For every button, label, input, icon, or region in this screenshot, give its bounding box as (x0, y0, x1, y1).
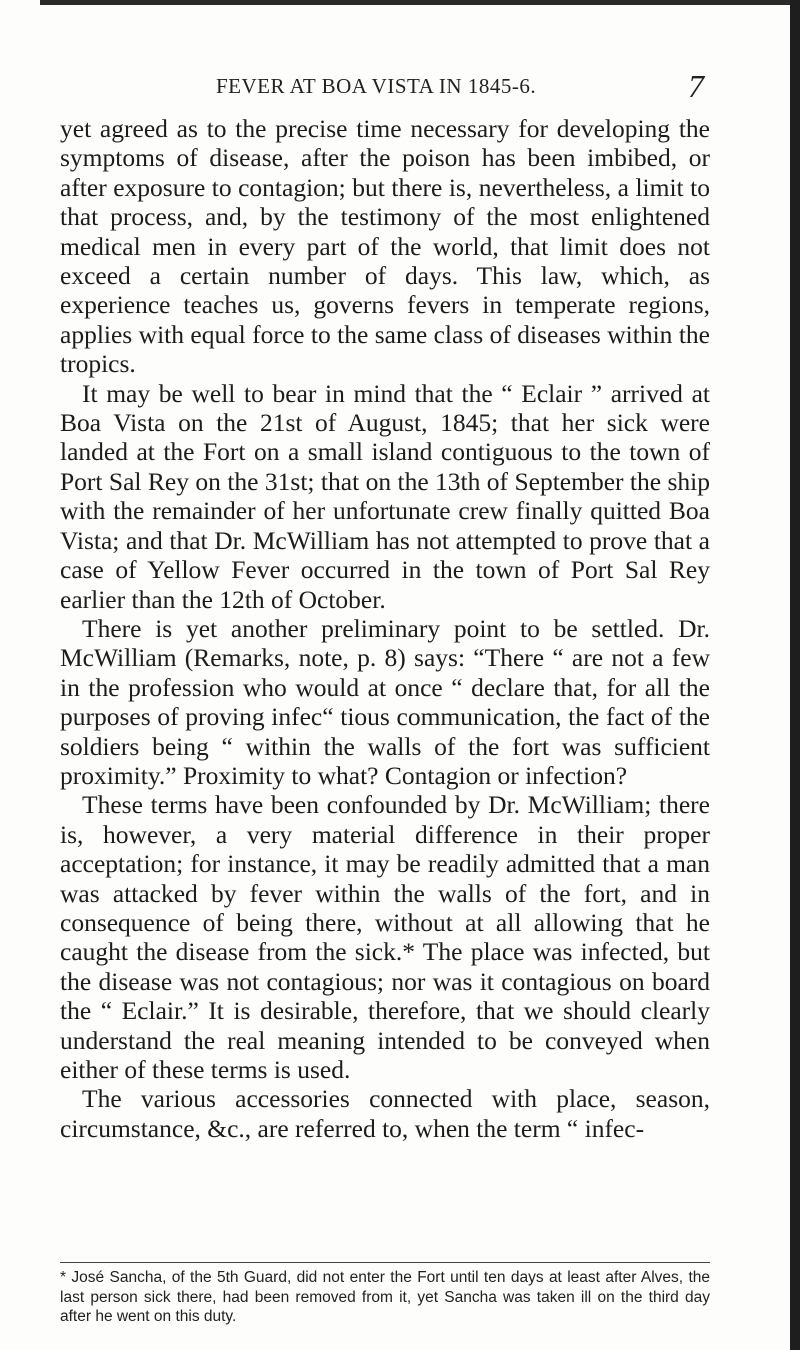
paragraph-accessories: The various accessories connected with place, season, circumstance, &c., are referred to, when the term “ infec- (60, 1084, 710, 1143)
scan-right-edge (790, 0, 800, 1350)
paragraph-continuation: yet agreed as to the precise time necessary for developing the symptoms of disease, after the poison has been imbibed, or after exposure to contagion; but there is, nevertheless, a limit to that process, and, by the testimony of the most enlightened medical men in every part of the world, that limit does not exceed a certain number of days. This law, which, as experience teaches us, governs fevers in temperate regions, applies with equal force to the same class of diseases within the tropics. (60, 114, 710, 379)
paragraph-terms-confounded: These terms have been confounded by Dr. McWilliam; there is, however, a very material difference in their proper acceptation; for instance, it may be readily admitted that a man was attacked by fever within the walls of the fort, and in consequence of being there, without at all allowing that he caught the disease from the sick.* The place was infected, but the disease was not contagious; nor was it contagious on board the “ Eclair.” It is desirable, therefore, that we should clearly understand the real meaning intended to be conveyed when either of these terms is used. (60, 790, 710, 1084)
footnote: * José Sancha, of the 5th Guard, did not enter the Fort until ten days at least after Alves, the last person sick there, had been removed from it, yet Sancha was taken ill on the third day after he went on this duty. (60, 1269, 710, 1325)
scan-top-edge (40, 0, 792, 5)
running-head: FEVER AT BOA VISTA IN 1845-6. (216, 74, 537, 98)
paragraph-preliminary-point: There is yet another preliminary point to be settled. Dr. McWilliam (Remarks, note, p. 8) says: “There “ are not a few in the profession who would at once “ declare that, for all the purposes of proving infec“ tious communication, the fact of the soldiers being “ within the walls of the fort was sufficient proximity.” Proximity to what? Contagion or infection? (60, 613, 710, 790)
paragraph-eclair-timeline: It may be well to bear in mind that the “ Eclair ” arrived at Boa Vista on the 21st of August, 1845; that her sick were landed at the Fort on a small island contiguous to the town of Port Sal Rey on the 31st; that on the 13th of September the ship with the remainder of her unfortunate crew finally quitted Boa Vista; and that Dr. McWilliam has not attempted to prove that a case of Yellow Fever occurred in the town of Port Sal Rey earlier than the 12th of October. (60, 378, 710, 614)
body-text (60, 114, 710, 1143)
page-header (60, 68, 710, 110)
footnote-rule (60, 1262, 710, 1263)
page-number: 7 (688, 68, 704, 104)
